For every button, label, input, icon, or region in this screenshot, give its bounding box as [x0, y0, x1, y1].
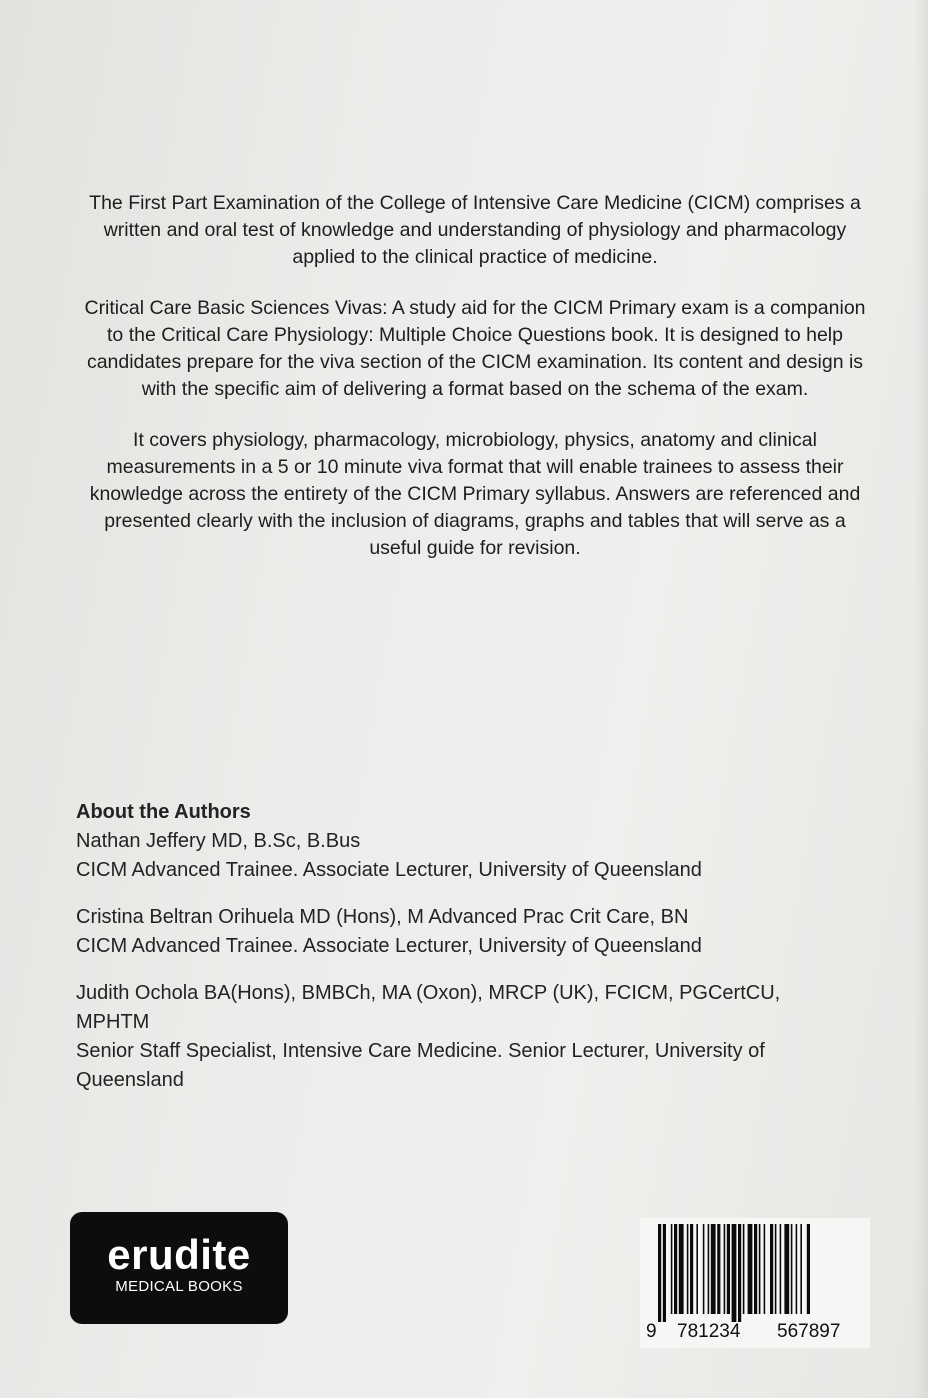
- author-entry: [76, 827, 856, 885]
- publisher-logo: [70, 1212, 288, 1324]
- publisher-subtitle: MEDICAL BOOKS: [115, 1278, 243, 1295]
- barcode-bar: [703, 1224, 705, 1314]
- barcode-bar: [708, 1224, 710, 1314]
- barcode-bar: [711, 1224, 716, 1314]
- barcode-digits-left: 781234: [677, 1321, 741, 1342]
- author-name: Judith Ochola BA(Hons), BMBCh, MA (Oxon), MRCP (UK), FCICM, PGCertCU, MPHTM: [76, 982, 781, 1033]
- author-role: CICM Advanced Trainee. Associate Lecturer, University of Queensland: [76, 859, 702, 881]
- author-entry: [76, 903, 856, 961]
- barcode-bar: [687, 1224, 689, 1314]
- barcode-bar: [696, 1224, 698, 1314]
- author-name: Nathan Jeffery MD, B.Sc, B.Bus: [76, 830, 361, 852]
- barcode-bar: [671, 1224, 673, 1314]
- about-the-authors: [76, 798, 856, 1113]
- barcode-bar: [724, 1224, 726, 1314]
- author-role: CICM Advanced Trainee. Associate Lecturer, University of Queensland: [76, 935, 702, 957]
- barcode-bar: [717, 1224, 720, 1314]
- barcode-bar: [780, 1224, 782, 1314]
- barcode-bar: [764, 1224, 766, 1314]
- barcode-bar: [784, 1224, 789, 1314]
- barcode-bar: [807, 1224, 810, 1314]
- barcode-bar: [727, 1224, 730, 1314]
- author-entry: [76, 979, 856, 1095]
- barcode-bar: [679, 1224, 684, 1314]
- barcode-bar: [732, 1224, 737, 1322]
- barcode-bar: [690, 1224, 693, 1314]
- blurb-paragraph-2: Critical Care Basic Sciences Vivas: A study aid for the CICM Primary exam is a companion to the Critical Care Physiology: Multiple Choice Questions book. It is designed to help candidates prepare for the viva section of the CICM examination. Its content and design is with the specific aim of delivering a format based on the schema of the exam.: [84, 297, 866, 400]
- barcode-bars: [640, 1218, 870, 1322]
- barcode-digits: [640, 1320, 870, 1344]
- barcode-bar: [800, 1224, 802, 1314]
- author-role: Senior Staff Specialist, Intensive Care Medicine. Senior Lecturer, University of Queensland: [76, 1040, 765, 1091]
- barcode-bar: [674, 1224, 677, 1314]
- blurb-text: [80, 190, 870, 586]
- barcode-digits-right: 567897: [777, 1321, 841, 1342]
- barcode-bar: [754, 1224, 757, 1314]
- barcode-bar: [658, 1224, 661, 1322]
- barcode-bar: [775, 1224, 777, 1314]
- barcode-bar: [663, 1224, 666, 1322]
- blurb-paragraph-3: It covers physiology, pharmacology, microbiology, physics, anatomy and clinical measurements in a 5 or 10 minute viva format that will enable trainees to assess their knowledge across the entirety of the CICM Primary syllabus. Answers are referenced and presented clearly with the inclusion of diagrams, graphs and tables that will serve as a useful guide for revision.: [89, 429, 861, 559]
- authors-heading: About the Authors: [76, 801, 251, 823]
- barcode-bar: [748, 1224, 753, 1314]
- blurb-paragraph-1: The First Part Examination of the College of Intensive Care Medicine (CICM) comprises a written and oral test of knowledge and understanding of physiology and pharmacology applied to the clinical practice of medicine.: [89, 192, 861, 268]
- barcode-digit-first: 9: [646, 1321, 657, 1342]
- cover-edge-shadow: [914, 0, 928, 1398]
- barcode-bar: [791, 1224, 793, 1314]
- barcode-bar: [796, 1224, 798, 1314]
- barcode-bar: [770, 1224, 773, 1314]
- publisher-brand: erudite: [107, 1231, 251, 1278]
- author-name: Cristina Beltran Orihuela MD (Hons), M Advanced Prac Crit Care, BN: [76, 906, 689, 928]
- barcode-bar: [743, 1224, 745, 1314]
- isbn-barcode: [640, 1218, 870, 1348]
- barcode-bar: [759, 1224, 761, 1314]
- barcode-bar: [738, 1224, 741, 1322]
